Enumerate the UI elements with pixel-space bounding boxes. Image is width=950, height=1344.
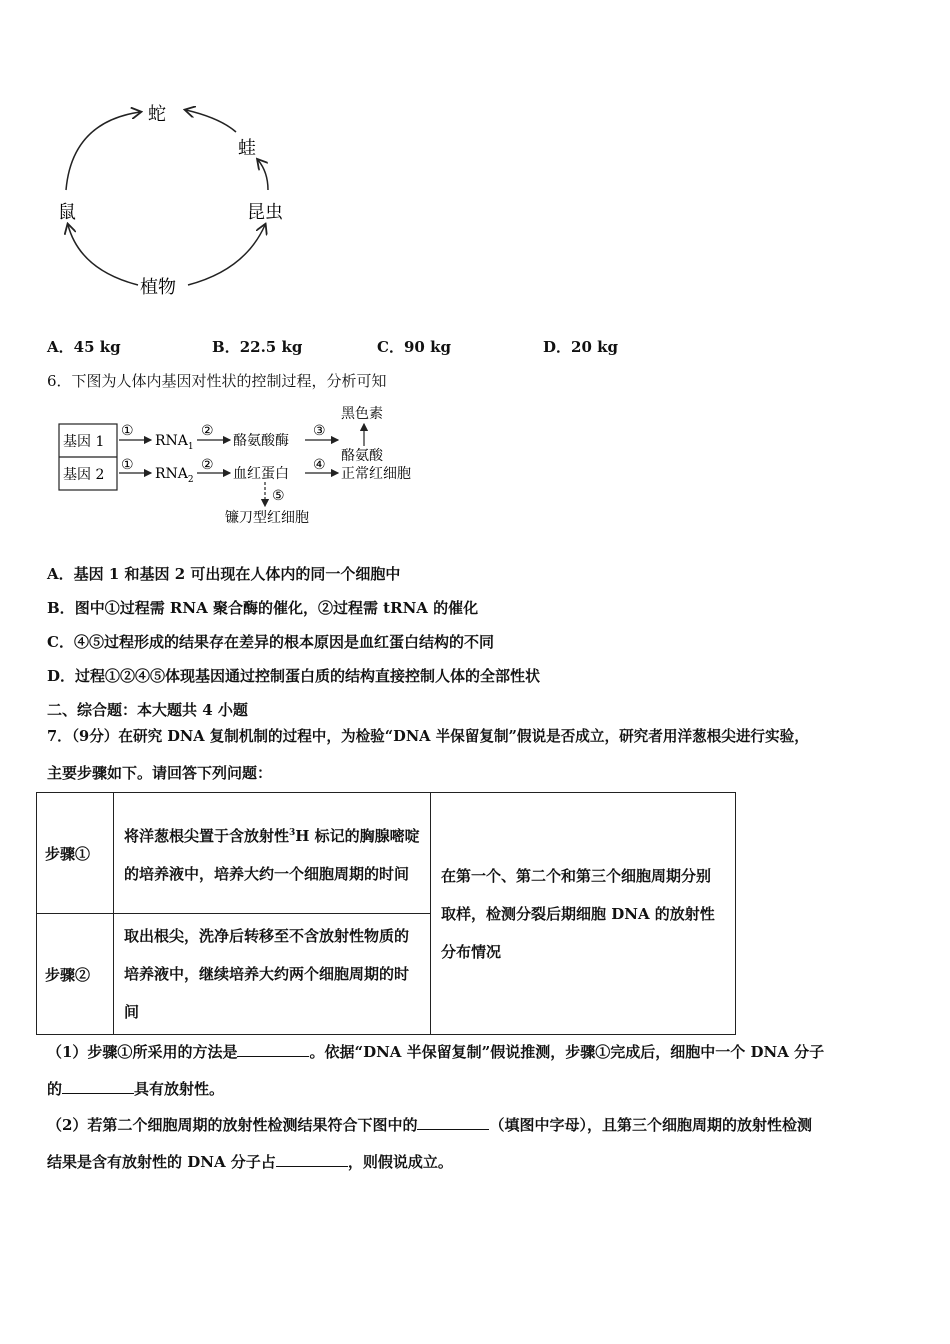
step2b-circle: ② <box>201 457 214 473</box>
node-plant: 植物 <box>140 277 176 298</box>
steps-table <box>36 792 736 1035</box>
tyrosine-label: 酪氨酸 <box>341 448 383 464</box>
q7-sub2-line1: （2）若第二个细胞周期的放射性检测结果符合下图中的 （填图中字母），且第三个细胞周期的放射性检测 <box>47 1116 812 1134</box>
q6-stem: 6．下图为人体内基因对性状的控制过程，分析可知 <box>47 372 387 390</box>
node-insect: 昆虫 <box>247 202 283 223</box>
step1-circle: ① <box>121 423 134 439</box>
q7-stem-line2: 主要步骤如下。请回答下列问题： <box>47 764 273 782</box>
node-mouse: 鼠 <box>58 202 76 223</box>
normal-rbc-label: 正常红细胞 <box>341 466 411 482</box>
q5-option-a: A．45 kg <box>47 338 121 356</box>
arrow-insect-frog <box>258 160 268 190</box>
step4-circle: ④ <box>313 457 326 473</box>
rna2-label: $RNA_2$ <box>155 466 194 485</box>
q7-sub1-line2: 的 具有放射性。 <box>47 1080 225 1098</box>
q7-sub2-line2: 结果是含有放射性的 DNA 分子占 ，则假说成立。 <box>47 1153 453 1171</box>
step3-circle: ③ <box>313 423 326 439</box>
enzyme-label: 酪氨酸酶 <box>233 433 289 449</box>
step2-label: 步骤② <box>37 914 114 1035</box>
sickle-rbc-label: 镰刀型红细胞 <box>225 510 309 526</box>
gene1-label: 基因 1 <box>63 434 105 450</box>
answer-blank-3[interactable] <box>417 1115 489 1130</box>
q7-sub1-line1: （1）步骤①所采用的方法是 。依据“DNA 半保留复制”假说推测，步骤①完成后，细胞中一个 DNA 分子 <box>47 1043 825 1061</box>
gene2-label: 基因 2 <box>63 467 105 483</box>
step2-text: 取出根尖，洗净后转移至不含放射性物质的培养液中，继续培养大约两个细胞周期的时间 <box>114 914 431 1035</box>
rna1-label: $RNA_1$ <box>155 433 194 452</box>
melanin-label: 黑色素 <box>341 406 383 422</box>
section-heading: 二、综合题：本大题共 4 小题 <box>47 701 248 719</box>
step1b-circle: ① <box>121 457 134 473</box>
q5-option-c: C．90 kg <box>377 338 451 356</box>
answer-blank-2[interactable] <box>62 1079 134 1094</box>
step1-text: 将洋葱根尖置于含放射性$^3$H 标记的胸腺嘧啶的培养液中，培养大约一个细胞周期的时间 <box>114 793 431 914</box>
gene-control-diagram <box>55 402 445 530</box>
arrow-plant-insect <box>188 225 265 285</box>
food-web-diagram <box>40 90 310 305</box>
q6-option-b: B．图中①过程需 RNA 聚合酶的催化，②过程需 tRNA 的催化 <box>47 599 479 617</box>
q6-option-a: A．基因 1 和基因 2 可出现在人体内的同一个细胞中 <box>47 565 401 583</box>
sampling-text: 在第一个、第二个和第三个细胞周期分别取样，检测分裂后期细胞 DNA 的放射性分布情况 <box>431 793 736 1035</box>
q5-option-b: B．22.5 kg <box>212 338 303 356</box>
node-frog: 蛙 <box>238 138 256 159</box>
arrow-mouse-snake <box>66 112 140 190</box>
step5-circle: ⑤ <box>272 488 285 504</box>
node-snake: 蛇 <box>148 104 166 125</box>
arrow-plant-mouse <box>68 225 138 285</box>
step2-circle: ② <box>201 423 214 439</box>
step1-label: 步骤① <box>37 793 114 914</box>
arrow-frog-snake <box>186 110 236 132</box>
q6-option-c: C．④⑤过程形成的结果存在差异的根本原因是血红蛋白结构的不同 <box>47 633 494 651</box>
answer-blank-1[interactable] <box>237 1042 309 1057</box>
q6-option-d: D．过程①②④⑤体现基因通过控制蛋白质的结构直接控制人体的全部性状 <box>47 667 541 685</box>
hemoglobin-label: 血红蛋白 <box>233 466 289 482</box>
q5-option-d: D．20 kg <box>543 338 619 356</box>
q7-stem-line1: 7．（9分）在研究 DNA 复制机制的过程中，为检验“DNA 半保留复制”假说是否成立，研究者用洋葱根尖进行实验， <box>47 728 809 745</box>
answer-blank-4[interactable] <box>276 1152 348 1167</box>
